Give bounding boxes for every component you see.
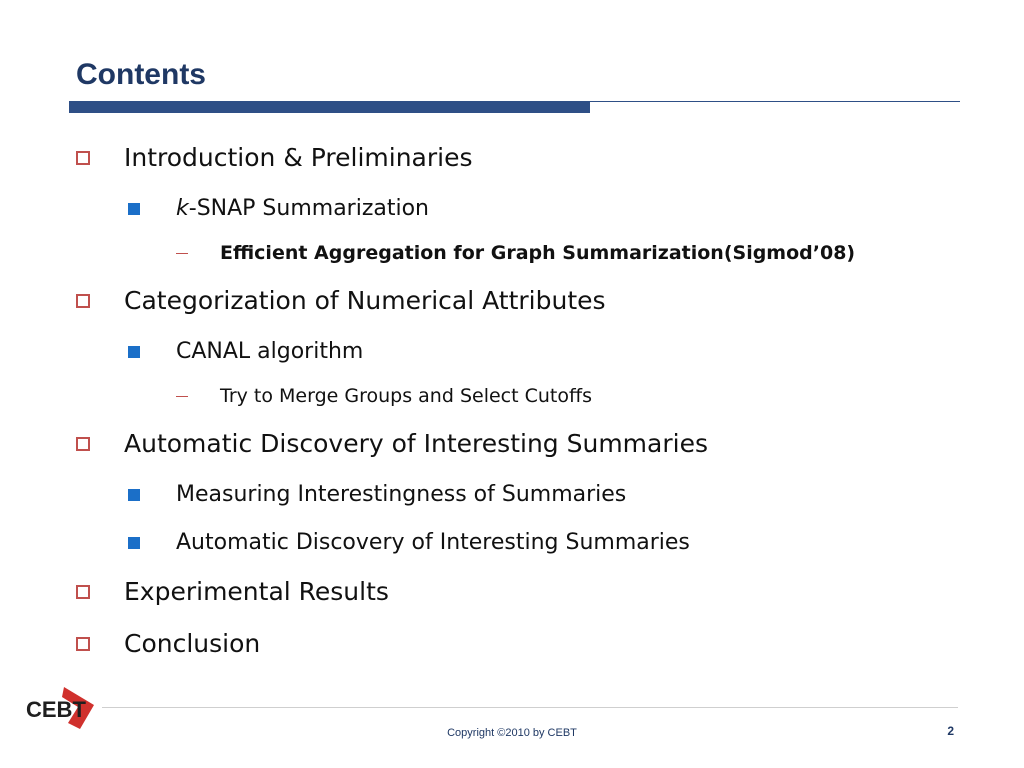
bullet-item [76, 629, 260, 658]
footer-rule [102, 707, 958, 708]
bullet-item [76, 143, 473, 172]
hollow-square-bullet-icon [76, 637, 90, 651]
bullet-text: Categorization of Numerical Attributes [124, 286, 606, 315]
hollow-square-bullet-icon [76, 585, 90, 599]
dash-bullet-icon [176, 396, 188, 397]
bullet-text: Automatic Discovery of Interesting Summaries [124, 429, 708, 458]
bullet-text: Experimental Results [124, 577, 389, 606]
hollow-square-bullet-icon [76, 437, 90, 451]
filled-square-bullet-icon [128, 537, 140, 549]
filled-square-bullet-icon [128, 203, 140, 215]
title-rule-thick [69, 101, 590, 113]
k-prefix: k [176, 196, 189, 221]
sub-bullet-item [128, 196, 429, 221]
sub-bullet-item [128, 482, 626, 507]
filled-square-bullet-icon [128, 346, 140, 358]
sub-sub-bullet-item [176, 385, 592, 407]
copyright-text: Copyright ©2010 by CEBT [447, 727, 577, 739]
bullet-text: Introduction & Preliminaries [124, 143, 473, 172]
sub-bullet-item [128, 530, 690, 555]
title-rule-thin [590, 101, 960, 102]
sub-bullet-text: Automatic Discovery of Interesting Summaries [176, 530, 690, 555]
filled-square-bullet-icon [128, 489, 140, 501]
bullet-item [76, 577, 389, 606]
bullet-item [76, 286, 606, 315]
sub-sub-bullet-text: Efficient Aggregation for Graph Summarization(Sigmod’08) [220, 242, 856, 264]
sub-bullet-text: CANAL algorithm [176, 339, 364, 364]
page-number: 2 [947, 724, 954, 738]
sub-bullet-text: Measuring Interestingness of Summaries [176, 482, 627, 507]
logo-text: CEBT [26, 697, 86, 722]
sub-bullet-item [128, 339, 363, 364]
sub-sub-bullet-text: Try to Merge Groups and Select Cutoffs [220, 385, 592, 407]
hollow-square-bullet-icon [76, 294, 90, 308]
dash-bullet-icon [176, 253, 188, 254]
slide-title: Contents [76, 58, 206, 91]
bullet-item [76, 429, 708, 458]
sub-bullet-text: k-SNAP Summarization [176, 196, 429, 221]
bullet-text: Conclusion [124, 629, 261, 658]
sub-sub-bullet-item [176, 242, 855, 264]
hollow-square-bullet-icon [76, 151, 90, 165]
